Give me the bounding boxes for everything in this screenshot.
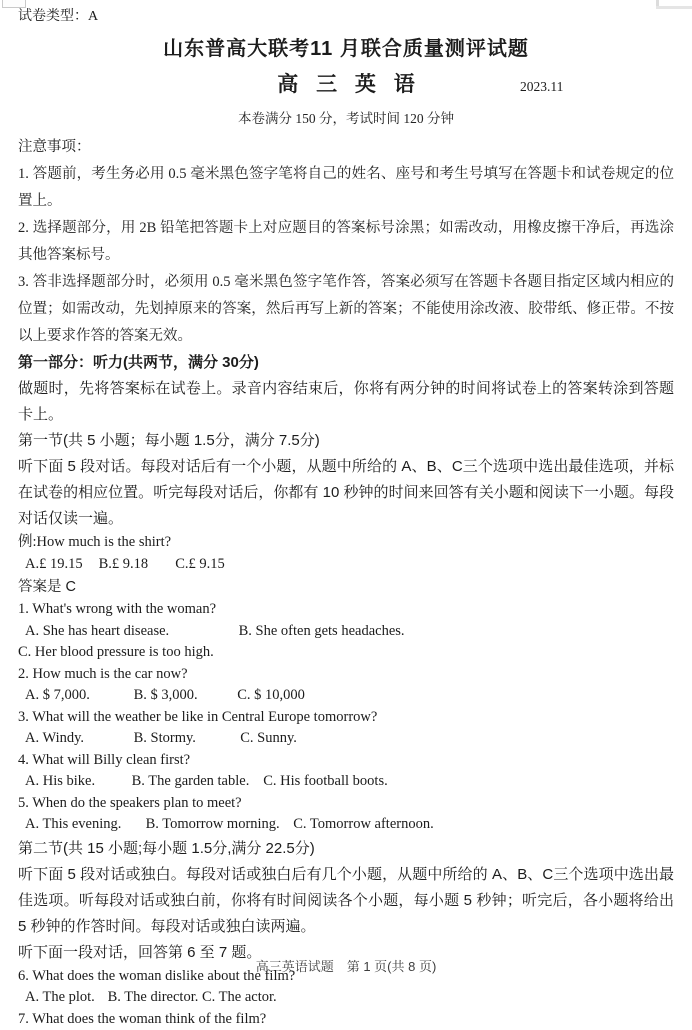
question-3-option-c: C. Sunny. [240, 728, 297, 750]
page-footer: 高三英语试题 第 1 页(共 8 页) [0, 956, 692, 975]
question-6-option-c: C. The actor. [202, 987, 277, 1009]
questions-1-5 [18, 599, 674, 836]
question-2-option-c: C. $ 10,000 [237, 685, 305, 707]
example-option-b: B.£ 9.18 [99, 554, 172, 576]
question-3-option-b: B. Stormy. [134, 728, 237, 750]
section2-dialogue-intro: 听下面一段对话，回答第 6 至 7 题。 [18, 940, 674, 966]
page-title: 山东普高大联考11 月联合质量测评试题 [18, 37, 674, 61]
question-1-option-a: A. She has heart disease. [25, 621, 235, 643]
example-question: 例:How much is the shirt? [18, 532, 674, 554]
example-answer: 答案是 C [18, 575, 674, 599]
question-5-options [18, 814, 674, 836]
question-7-text: 7. What does the woman think of the film? [18, 1009, 674, 1030]
exam-date: 2023.11 [520, 79, 563, 95]
question-5-text: 5. When do the speakers plan to meet? [18, 793, 674, 815]
question-1-option-b: B. She often gets headaches. [239, 621, 405, 643]
section1-instructions: 听下面 5 段对话。每段对话后有一个小题，从题中所给的 A、B、C三个选项中选出最佳选项，并标在试卷的相应位置。听完每段对话后，你都有 10 秒钟的时间来回答有关小题和阅读下一小题。每段对话仅读一遍。 [18, 454, 674, 532]
section1-heading: 第一节(共 5 小题；每小题 1.5分，满分 7.5分) [18, 428, 674, 454]
listening-example [18, 532, 674, 575]
question-6-option-a: A. The plot. [25, 987, 104, 1009]
section2-heading: 第二节(共 15 小题;每小题 1.5分,满分 22.5分) [18, 836, 674, 862]
question-6-text: 6. What does the woman dislike about the film? [18, 966, 674, 988]
question-5-option-c: C. Tomorrow afternoon. [293, 814, 433, 836]
subject-row [18, 70, 674, 100]
question-2-option-b: B. $ 3,000. [134, 685, 234, 707]
question-1-option-c: C. Her blood pressure is too high. [18, 642, 674, 664]
question-6-option-b: B. The director. [108, 987, 199, 1009]
example-options [18, 554, 674, 576]
example-option-c: C.£ 9.15 [175, 554, 225, 576]
question-3-text: 3. What will the weather be like in Central Europe tomorrow? [18, 707, 674, 729]
questions-6-7 [18, 966, 674, 1030]
notice-section [18, 134, 674, 350]
part1-note: 做题时，先将答案标在试卷上。录音内容结束后，你将有两分钟的时间将试卷上的答案转涂到答题卡上。 [18, 376, 674, 428]
question-2-option-a: A. $ 7,000. [25, 685, 130, 707]
section2-instructions: 听下面 5 段对话或独白。每段对话或独白后有几个小题，从题中所给的 A、B、C三个选项中选出最佳选项。听每段对话或独白前，你将有时间阅读各个小题，每小题 5 秒钟；听完后，各小题将给出 5 秒钟的作答时间。每段对话或独白读两遍。 [18, 862, 674, 940]
question-3-option-a: A. Windy. [25, 728, 130, 750]
subject-title: 高三英语 [18, 70, 692, 100]
question-4-option-b: B. The garden table. [132, 771, 260, 793]
paper-type-label: 试卷类型：A [18, 8, 674, 26]
question-4-option-a: A. His bike. [25, 771, 128, 793]
question-1-options-row-1 [18, 621, 674, 643]
notice-item-2: 2. 选择题部分，用 2B 铅笔把答题卡上对应题目的答案标号涂黑；如需改动，用橡皮擦干净后，再选涂其他答案标号。 [18, 215, 674, 269]
part1-heading: 第一部分：听力(共两节，满分 30分) [18, 350, 674, 376]
notice-item-1: 1. 答题前，考生务必用 0.5 毫米黑色签字笔将自己的姓名、座号和考生号填写在答题卡和试卷规定的位置上。 [18, 161, 674, 215]
question-2-options [18, 685, 674, 707]
question-4-text: 4. What will Billy clean first? [18, 750, 674, 772]
question-3-options [18, 728, 674, 750]
question-1-text: 1. What's wrong with the woman? [18, 599, 674, 621]
scan-artifact-top-right-bar [656, 6, 692, 9]
question-5-option-a: A. This evening. [25, 814, 142, 836]
notice-item-3: 3. 答非选择题部分时，必须用 0.5 毫米黑色签字笔作答，答案必须写在答题卡各题目指定区域内相应的位置；如需改动，先划掉原来的答案，然后再写上新的答案；不能使用涂改液、胶带纸、修正带。不按以上要求作答的答案无效。 [18, 269, 674, 350]
example-option-a: A.£ 19.15 [25, 554, 95, 576]
question-6-options [18, 987, 674, 1009]
question-4-option-c: C. His football boots. [263, 771, 387, 793]
section2-block [18, 836, 674, 966]
question-5-option-b: B. Tomorrow morning. [146, 814, 290, 836]
notice-heading: 注意事项： [18, 134, 674, 161]
question-2-text: 2. How much is the car now? [18, 664, 674, 686]
exam-info-line: 本卷满分 150 分，考试时间 120 分钟 [18, 107, 674, 127]
scan-artifact-top-left [2, 0, 26, 8]
part1-block [18, 350, 674, 532]
question-4-options [18, 771, 674, 793]
